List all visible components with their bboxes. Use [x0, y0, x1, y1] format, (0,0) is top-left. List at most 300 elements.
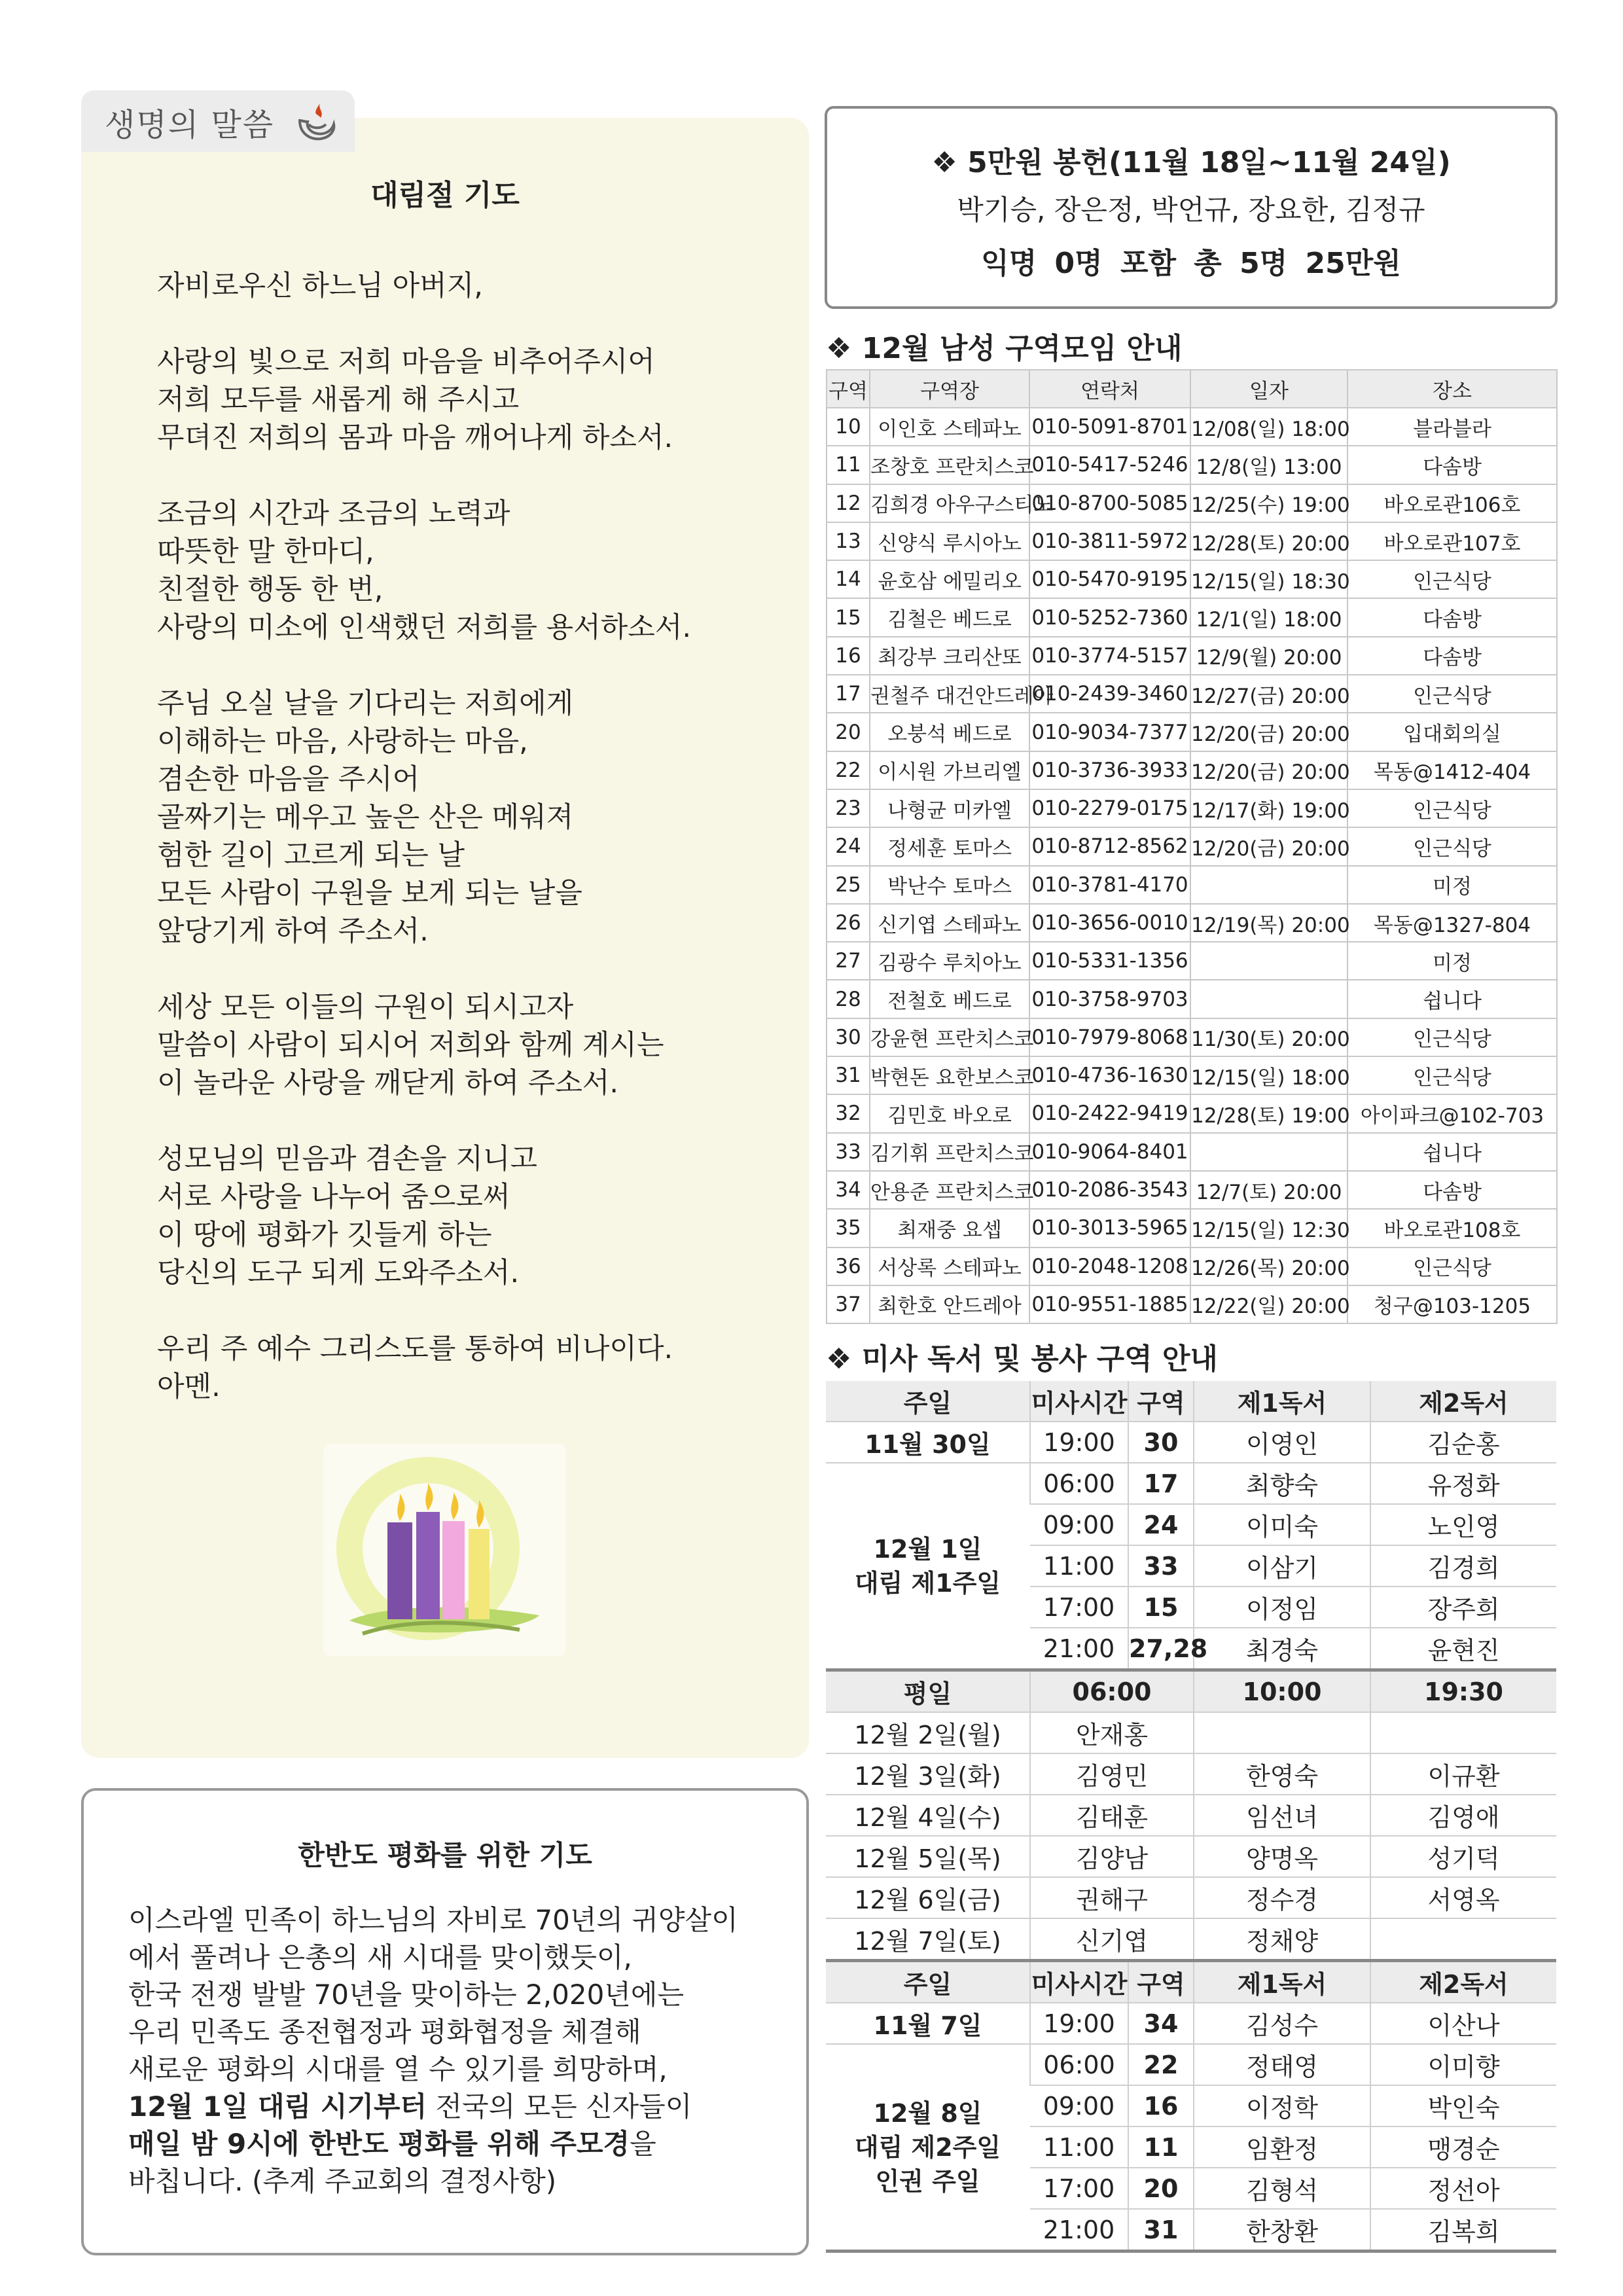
- mass-reading-table: [826, 1381, 1556, 2253]
- table-row: [826, 1753, 1556, 1795]
- column-header: 제1독서: [1194, 1961, 1370, 2003]
- table-cell: 37: [827, 1285, 870, 1323]
- table-cell: 김순홍: [1370, 1422, 1556, 1463]
- table-row: [827, 1133, 1557, 1171]
- table-cell: 34: [827, 1171, 870, 1209]
- table-cell: 성기덕: [1370, 1836, 1556, 1877]
- table-cell: 박현돈 요한보스코: [870, 1056, 1029, 1094]
- weekday-date: 12월 5일(목): [826, 1836, 1030, 1877]
- table-row: [827, 1285, 1557, 1323]
- table-cell: 14: [827, 560, 870, 598]
- table-row: [827, 904, 1557, 942]
- column-header: 장소: [1347, 370, 1557, 408]
- table-cell: 김광수 루치아노: [870, 942, 1029, 980]
- mass-day-label-line: 인권 주일: [875, 2166, 980, 2196]
- table-cell: 20: [827, 713, 870, 751]
- advent-candles-illustration: [323, 1444, 565, 1656]
- table-cell: 서영옥: [1370, 1877, 1556, 1918]
- table-cell: 12/15(일) 12:30: [1190, 1209, 1347, 1247]
- table-cell: 이미향: [1370, 2044, 1556, 2085]
- table-cell: 박난수 토마스: [870, 866, 1029, 904]
- table-row: [827, 484, 1557, 522]
- table-cell: 양명옥: [1194, 1836, 1370, 1877]
- table-cell: 09:00: [1030, 2085, 1128, 2126]
- table-cell: [1370, 1712, 1556, 1753]
- table-cell: 김영민: [1030, 1753, 1194, 1795]
- table-cell: 17:00: [1030, 1587, 1128, 1628]
- table-cell: 신양식 루시아노: [870, 522, 1029, 560]
- table-header-row: [826, 1670, 1556, 1713]
- table-cell: 입대회의실: [1347, 713, 1557, 751]
- peace-prayer-title: 한반도 평화를 위한 기도: [298, 1839, 592, 1871]
- prayer-line: 친절한 행동 한 번,: [157, 573, 383, 606]
- table-row: [826, 2044, 1556, 2085]
- table-cell: 최경숙: [1194, 1628, 1370, 1670]
- table-cell: 19:00: [1030, 2003, 1128, 2044]
- donation-box: [825, 106, 1558, 309]
- table-cell: 24: [1128, 1504, 1194, 1545]
- column-header: 구역: [827, 370, 870, 408]
- table-cell: 010-3811-5972: [1029, 522, 1190, 560]
- table-row: [827, 1018, 1557, 1056]
- table-cell: 이정임: [1194, 1587, 1370, 1628]
- table-cell: 16: [827, 637, 870, 675]
- mass-day-label-line: 12월 8일: [873, 2098, 982, 2128]
- mass-day-label: [826, 1463, 1030, 1670]
- table-row: [827, 942, 1557, 980]
- table-cell: 나형균 미카엘: [870, 789, 1029, 827]
- column-header: 평일: [826, 1670, 1030, 1713]
- table-cell: 12/15(일) 18:00: [1190, 1056, 1347, 1094]
- table-row: [826, 1795, 1556, 1836]
- table-cell: [1190, 866, 1347, 904]
- table-cell: 010-3736-3933: [1029, 751, 1190, 789]
- table-row: [827, 560, 1557, 598]
- table-row: [827, 637, 1557, 675]
- table-cell: 바오로관107호: [1347, 522, 1557, 560]
- column-header: 제1독서: [1194, 1381, 1370, 1422]
- mass-day-label: [826, 2044, 1030, 2251]
- table-cell: 06:00: [1030, 1463, 1128, 1504]
- table-cell: 최한호 안드레아: [870, 1285, 1029, 1323]
- table-cell: 최향숙: [1194, 1463, 1370, 1504]
- peace-line: 에서 풀려나 은총의 새 시대를 맞이했듯이,: [128, 1941, 632, 1973]
- table-cell: 010-2048-1208: [1029, 1247, 1190, 1285]
- prayer-line: 앞당기게 하여 주소서.: [157, 915, 429, 948]
- column-header: 구역장: [870, 370, 1029, 408]
- table-cell: 장주희: [1370, 1587, 1556, 1628]
- table-header-row: [827, 370, 1557, 408]
- table-cell: 조창호 프란치스코: [870, 446, 1029, 484]
- table-cell: 010-3758-9703: [1029, 980, 1190, 1018]
- table-cell: 12/20(금) 20:00: [1190, 713, 1347, 751]
- table-row: [826, 1712, 1556, 1753]
- prayer-line: 따뜻한 말 한마디,: [157, 535, 374, 568]
- table-cell: 다솜방: [1347, 1171, 1557, 1209]
- table-cell: 김영애: [1370, 1795, 1556, 1836]
- table-cell: [1370, 1918, 1556, 1961]
- prayer-line: 이 놀라운 사랑을 깨닫게 하여 주소서.: [157, 1067, 619, 1100]
- table-cell: 11/30(토) 20:00: [1190, 1018, 1347, 1056]
- donation-summary: 익명 0명 포함 총 5명 25만원: [981, 247, 1401, 280]
- prayer-line: 험한 길이 고르게 되는 날: [157, 839, 465, 872]
- table-cell: 12/27(금) 20:00: [1190, 675, 1347, 713]
- table-cell: 26: [827, 904, 870, 942]
- table-cell: 17:00: [1030, 2168, 1128, 2209]
- table-cell: 12/20(금) 20:00: [1190, 827, 1347, 865]
- table-cell: 김민호 바오로: [870, 1094, 1029, 1132]
- table-cell: 윤현진: [1370, 1628, 1556, 1670]
- table-cell: 010-3774-5157: [1029, 637, 1190, 675]
- weekday-date: 12월 3일(화): [826, 1753, 1030, 1795]
- table-header-row: [826, 1381, 1556, 1422]
- table-cell: 바오로관108호: [1347, 1209, 1557, 1247]
- table-cell: 010-5091-8701: [1029, 408, 1190, 446]
- table-cell: 노인영: [1370, 1504, 1556, 1545]
- table-cell: 15: [1128, 1587, 1194, 1628]
- table-cell: 김희경 아우구스티노: [870, 484, 1029, 522]
- table-row: [827, 446, 1557, 484]
- table-cell: 22: [1128, 2044, 1194, 2085]
- mass-day-label-line: 대림 제2주일: [854, 2132, 1001, 2162]
- table-cell: 17: [827, 675, 870, 713]
- table-cell: 김형석: [1194, 2168, 1370, 2209]
- table-row: [826, 1836, 1556, 1877]
- prayer-line: 서로 사랑을 나누어 줌으로써: [157, 1181, 510, 1213]
- table-cell: 쉽니다: [1347, 980, 1557, 1018]
- table-cell: 35: [827, 1209, 870, 1247]
- table-cell: 정선아: [1370, 2168, 1556, 2209]
- table-cell: 인근식당: [1347, 1018, 1557, 1056]
- table-cell: 010-5417-5246: [1029, 446, 1190, 484]
- peace-line: 바칩니다. (추계 주교회의 결정사항): [128, 2165, 557, 2197]
- table-cell: 33: [1128, 1545, 1194, 1587]
- prayer-line: 무뎌진 저희의 몸과 마음 깨어나게 하소서.: [157, 422, 673, 454]
- table-cell: 010-3656-0010: [1029, 904, 1190, 942]
- table-cell: 34: [1128, 2003, 1194, 2044]
- table-cell: 23: [827, 789, 870, 827]
- table-header-row: [826, 1961, 1556, 2003]
- table-cell: 31: [1128, 2209, 1194, 2251]
- table-cell: 김양남: [1030, 1836, 1194, 1877]
- table-cell: 전철호 베드로: [870, 980, 1029, 1018]
- table-row: [827, 866, 1557, 904]
- table-cell: 정태영: [1194, 2044, 1370, 2085]
- table-row: [827, 1056, 1557, 1094]
- prayer-line: 자비로우신 하느님 아버지,: [157, 270, 483, 302]
- table-cell: 인근식당: [1347, 560, 1557, 598]
- column-header: 구역: [1128, 1961, 1194, 2003]
- column-header: 미사시간: [1030, 1961, 1128, 2003]
- table-cell: 인근식당: [1347, 675, 1557, 713]
- table-cell: 12/1(일) 18:00: [1190, 598, 1347, 636]
- table-cell: 11:00: [1030, 1545, 1128, 1587]
- table-cell: [1194, 1712, 1370, 1753]
- table-cell: 010-8700-5085: [1029, 484, 1190, 522]
- column-header: 제2독서: [1370, 1381, 1556, 1422]
- table-cell: 미정: [1347, 866, 1557, 904]
- prayer-line: 주님 오실 날을 기다리는 저희에게: [157, 687, 574, 720]
- prayer-line: 골짜기는 메우고 높은 산은 메워져: [157, 801, 574, 834]
- weekday-date: 12월 7일(토): [826, 1918, 1030, 1961]
- column-header: 10:00: [1194, 1670, 1370, 1713]
- table-cell: 최강부 크리산또: [870, 637, 1029, 675]
- advent-prayer-title: 대림절 기도: [370, 179, 520, 212]
- table-cell: 김기휘 프란치스코: [870, 1133, 1029, 1171]
- advent-prayer-text: [157, 267, 785, 1406]
- table-cell: 이인호 스테파노: [870, 408, 1029, 446]
- table-cell: 010-9551-1885: [1029, 1285, 1190, 1323]
- prayer-gap: [157, 1102, 785, 1140]
- table-cell: 이정학: [1194, 2085, 1370, 2126]
- table-cell: 09:00: [1030, 1504, 1128, 1545]
- table-cell: 김경희: [1370, 1545, 1556, 1587]
- donation-title: ❖ 5만원 봉헌(11월 18일~11월 24일): [931, 146, 1451, 179]
- table-row: [827, 751, 1557, 789]
- prayer-gap: [157, 950, 785, 988]
- group-meeting-heading: ❖ 12월 남성 구역모임 안내: [826, 332, 1183, 365]
- table-cell: 010-5470-9195: [1029, 560, 1190, 598]
- table-cell: 12/26(목) 20:00: [1190, 1247, 1347, 1285]
- mass-day-label: 11월 7일: [826, 2003, 1030, 2044]
- table-cell: 27,28: [1128, 1628, 1194, 1670]
- table-cell: 12/9(월) 20:00: [1190, 637, 1347, 675]
- table-cell: 12/20(금) 20:00: [1190, 751, 1347, 789]
- peace-line-rest: 을: [630, 2128, 656, 2160]
- prayer-line: 이해하는 마음, 사랑하는 마음,: [157, 725, 528, 758]
- table-cell: 12/08(일) 18:00: [1190, 408, 1347, 446]
- peace-prayer-text: [128, 1901, 783, 2200]
- table-cell: 06:00: [1030, 2044, 1128, 2085]
- table-cell: 15: [827, 598, 870, 636]
- table-cell: 25: [827, 866, 870, 904]
- peace-emphasis: 12월 1일 대림 시기부터: [128, 2090, 427, 2123]
- table-cell: 12/28(토) 19:00: [1190, 1094, 1347, 1132]
- table-cell: 31: [827, 1056, 870, 1094]
- table-cell: 12/7(토) 20:00: [1190, 1171, 1347, 1209]
- table-cell: 아이파크@102-703: [1347, 1094, 1557, 1132]
- table-cell: 이산나: [1370, 2003, 1556, 2044]
- table-row: [827, 980, 1557, 1018]
- table-cell: 11: [1128, 2126, 1194, 2168]
- table-cell: 서상록 스테파노: [870, 1247, 1029, 1285]
- column-header: 19:30: [1370, 1670, 1556, 1713]
- table-cell: 김성수: [1194, 2003, 1370, 2044]
- prayer-gap: [157, 1292, 785, 1330]
- prayer-line: 사랑의 미소에 인색했던 저희를 용서하소서.: [157, 611, 692, 644]
- table-cell: 30: [1128, 1422, 1194, 1463]
- table-cell: 010-5331-1356: [1029, 942, 1190, 980]
- table-cell: 010-2086-3543: [1029, 1171, 1190, 1209]
- peace-line: [128, 2088, 783, 2125]
- word-of-life-tab: [81, 90, 355, 152]
- donation-names: 박기승, 장은정, 박언규, 장요한, 김정규: [957, 194, 1425, 226]
- table-cell: 32: [827, 1094, 870, 1132]
- table-row: [827, 1171, 1557, 1209]
- table-cell: 이규환: [1370, 1753, 1556, 1795]
- table-cell: 이시원 가브리엘: [870, 751, 1029, 789]
- table-row: [826, 2003, 1556, 2044]
- table-cell: 이미숙: [1194, 1504, 1370, 1545]
- table-cell: 이삼기: [1194, 1545, 1370, 1587]
- prayer-line: 사랑의 빛으로 저희 마음을 비추어주시어: [157, 346, 655, 378]
- table-cell: 맹경순: [1370, 2126, 1556, 2168]
- table-cell: 인근식당: [1347, 789, 1557, 827]
- table-row: [827, 827, 1557, 865]
- table-cell: 신기엽 스테파노: [870, 904, 1029, 942]
- table-cell: 30: [827, 1018, 870, 1056]
- table-cell: 010-2439-3460: [1029, 675, 1190, 713]
- table-cell: 박인숙: [1370, 2085, 1556, 2126]
- table-cell: 33: [827, 1133, 870, 1171]
- peace-line: 한국 전쟁 발발 70년을 맞이하는 2,020년에는: [128, 1979, 685, 2011]
- column-header: 미사시간: [1030, 1381, 1128, 1422]
- table-cell: 010-3781-4170: [1029, 866, 1190, 904]
- table-row: [827, 408, 1557, 446]
- table-cell: 12/8(일) 13:00: [1190, 446, 1347, 484]
- table-cell: 010-2279-0175: [1029, 789, 1190, 827]
- table-cell: [1190, 942, 1347, 980]
- peace-emphasis: 매일 밤 9시에 한반도 평화를 위해 주모경: [128, 2128, 630, 2160]
- table-cell: 쉽니다: [1347, 1133, 1557, 1171]
- table-cell: 16: [1128, 2085, 1194, 2126]
- prayer-line: 모든 사람이 구원을 보게 되는 날을: [157, 877, 582, 910]
- table-cell: 010-9064-8401: [1029, 1133, 1190, 1171]
- column-header: 주일: [826, 1961, 1030, 2003]
- table-row: [827, 1209, 1557, 1247]
- column-header: 구역: [1128, 1381, 1194, 1422]
- table-cell: 윤호삼 에밀리오: [870, 560, 1029, 598]
- table-row: [827, 789, 1557, 827]
- prayer-line: 세상 모든 이들의 구원이 되시고자: [157, 991, 574, 1024]
- table-cell: 정세훈 토마스: [870, 827, 1029, 865]
- weekday-date: 12월 2일(월): [826, 1712, 1030, 1753]
- table-cell: 바오로관106호: [1347, 484, 1557, 522]
- table-cell: 인근식당: [1347, 1247, 1557, 1285]
- table-cell: 17: [1128, 1463, 1194, 1504]
- table-cell: 27: [827, 942, 870, 980]
- table-cell: 권해구: [1030, 1877, 1194, 1918]
- table-cell: 다솜방: [1347, 446, 1557, 484]
- prayer-line: 당신의 도구 되게 도와주소서.: [157, 1257, 520, 1289]
- table-cell: 한영숙: [1194, 1753, 1370, 1795]
- prayer-gap: [157, 457, 785, 495]
- table-row: [826, 1463, 1556, 1504]
- prayer-line: 말씀이 사람이 되시어 저희와 함께 계시는: [157, 1029, 664, 1062]
- table-cell: 12/15(일) 18:30: [1190, 560, 1347, 598]
- table-row: [827, 522, 1557, 560]
- table-cell: 12/28(토) 20:00: [1190, 522, 1347, 560]
- peace-line: 우리 민족도 종전협정과 평화협정을 체결해: [128, 2016, 641, 2048]
- table-cell: 010-3013-5965: [1029, 1209, 1190, 1247]
- table-cell: 청구@103-1205: [1347, 1285, 1557, 1323]
- weekday-date: 12월 6일(금): [826, 1877, 1030, 1918]
- table-row: [826, 1918, 1556, 1961]
- table-cell: 강윤현 프란치스코: [870, 1018, 1029, 1056]
- table-cell: 13: [827, 522, 870, 560]
- table-cell: 19:00: [1030, 1422, 1128, 1463]
- table-cell: 010-8712-8562: [1029, 827, 1190, 865]
- flame-hand-icon: [294, 98, 338, 143]
- group-meeting-table: [826, 369, 1558, 1324]
- table-cell: 010-4736-1630: [1029, 1056, 1190, 1094]
- table-cell: 목동@1327-804: [1347, 904, 1557, 942]
- mass-day-label: 11월 30일: [826, 1422, 1030, 1463]
- table-cell: 한창환: [1194, 2209, 1370, 2251]
- table-cell: 권철주 대건안드레아: [870, 675, 1029, 713]
- table-cell: 이영인: [1194, 1422, 1370, 1463]
- prayer-line: 우리 주 예수 그리스도를 통하여 비나이다.: [157, 1333, 673, 1365]
- table-cell: 010-2422-9419: [1029, 1094, 1190, 1132]
- table-cell: 다솜방: [1347, 598, 1557, 636]
- table-cell: 22: [827, 751, 870, 789]
- table-cell: 12/22(일) 20:00: [1190, 1285, 1347, 1323]
- table-cell: 28: [827, 980, 870, 1018]
- table-cell: 최재중 요셉: [870, 1209, 1029, 1247]
- table-cell: 안용준 프란치스코: [870, 1171, 1029, 1209]
- table-cell: 목동@1412-404: [1347, 751, 1557, 789]
- table-cell: 24: [827, 827, 870, 865]
- prayer-gap: [157, 305, 785, 343]
- mass-reading-heading: ❖ 미사 독서 및 봉사 구역 안내: [826, 1342, 1218, 1376]
- prayer-line: 조금의 시간과 조금의 노력과: [157, 497, 510, 530]
- column-header: 주일: [826, 1381, 1030, 1422]
- table-cell: 김철은 베드로: [870, 598, 1029, 636]
- peace-line: [128, 2125, 783, 2162]
- table-row: [827, 598, 1557, 636]
- table-cell: 김복희: [1370, 2209, 1556, 2251]
- table-row: [827, 1247, 1557, 1285]
- table-row: [826, 1877, 1556, 1918]
- column-header: 연락처: [1029, 370, 1190, 408]
- table-cell: 10: [827, 408, 870, 446]
- table-cell: 유정화: [1370, 1463, 1556, 1504]
- table-cell: 다솜방: [1347, 637, 1557, 675]
- table-cell: 21:00: [1030, 2209, 1128, 2251]
- table-cell: 임환정: [1194, 2126, 1370, 2168]
- advent-candles-icon: [323, 1444, 565, 1656]
- table-row: [827, 675, 1557, 713]
- table-cell: 정채양: [1194, 1918, 1370, 1961]
- table-cell: 21:00: [1030, 1628, 1128, 1670]
- table-cell: 010-9034-7377: [1029, 713, 1190, 751]
- table-cell: 12/25(수) 19:00: [1190, 484, 1347, 522]
- prayer-line: 성모님의 믿음과 겸손을 지니고: [157, 1143, 537, 1175]
- table-cell: 12/19(목) 20:00: [1190, 904, 1347, 942]
- prayer-line: 겸손한 마음을 주시어: [157, 763, 420, 796]
- table-cell: 인근식당: [1347, 827, 1557, 865]
- column-header: 제2독서: [1370, 1961, 1556, 2003]
- mass-day-label-line: 12월 1일: [873, 1534, 982, 1564]
- peace-line: 새로운 평화의 시대를 열 수 있기를 희망하며,: [128, 2053, 668, 2085]
- table-row: [827, 1094, 1557, 1132]
- table-cell: 블라블라: [1347, 408, 1557, 446]
- table-cell: 010-5252-7360: [1029, 598, 1190, 636]
- column-header: 06:00: [1030, 1670, 1194, 1713]
- mass-day-label-line: 대림 제1주일: [854, 1568, 1001, 1598]
- table-cell: 010-7979-8068: [1029, 1018, 1190, 1056]
- table-cell: 정수경: [1194, 1877, 1370, 1918]
- weekday-date: 12월 4일(수): [826, 1795, 1030, 1836]
- table-cell: 임선녀: [1194, 1795, 1370, 1836]
- table-cell: 오붕석 베드로: [870, 713, 1029, 751]
- peace-line: 이스라엘 민족이 하느님의 자비로 70년의 귀양살이: [128, 1904, 738, 1936]
- column-header: 일자: [1190, 370, 1347, 408]
- table-cell: 12/17(화) 19:00: [1190, 789, 1347, 827]
- table-cell: 신기엽: [1030, 1918, 1194, 1961]
- table-cell: 미정: [1347, 942, 1557, 980]
- table-cell: 36: [827, 1247, 870, 1285]
